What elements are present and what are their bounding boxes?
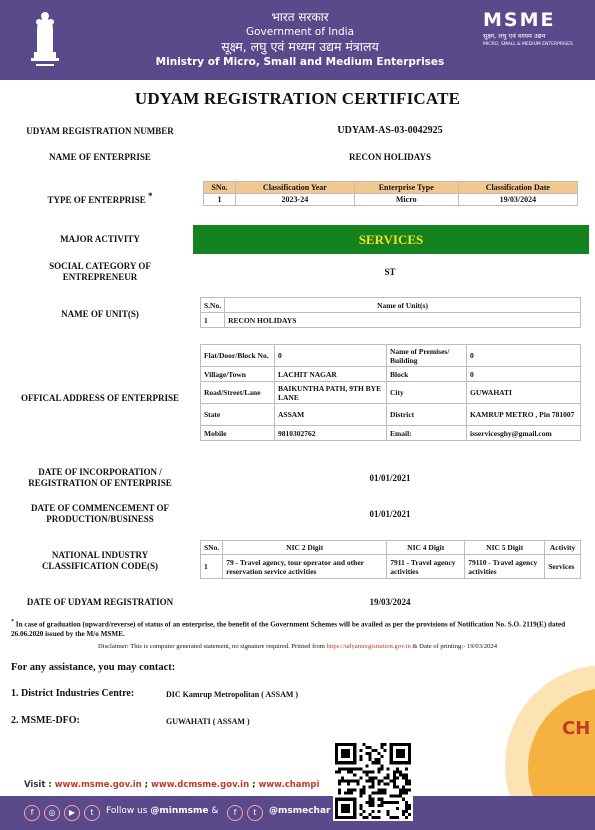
major-activity-banner: SERVICES [193,225,589,254]
follow-amp: & [208,806,219,816]
block-value: 0 [467,367,581,382]
city-value: GUWAHATI [467,382,581,404]
social-category-label-line1: SOCIAL CATEGORY OF [49,261,151,271]
disclaimer-prefix: Disclaimer: This is computer generated statement, no signature required. Printed from [97,643,327,650]
commencement-label-line2: PRODUCTION/BUSINESS [46,514,154,524]
youtube-icon[interactable]: ▶ [64,805,80,821]
disclaimer-suffix: & Date of printing:- 19/03/2024 [410,643,498,650]
follow-handle-2 [269,806,330,816]
ministry-hindi: सूक्ष्म, लघु एवं मध्यम उद्यम मंत्रालय [221,39,379,54]
nic-header-4digit: NIC 4 Digit [387,541,465,555]
udyam-reg-date-value: 19/03/2024 [369,597,411,607]
type-header-year: Classification Year [236,182,355,194]
village-label: Village/Town [201,367,275,382]
type-cell-year: 2023-24 [236,194,355,206]
nic-table [200,540,581,579]
enterprise-name-value: RECON HOLIDAYS [349,152,431,162]
commencement-label-line1: DATE OF COMMENCEMENT OF [30,503,170,513]
udyam-reg-date-label: DATE OF UDYAM REGISTRATION [26,597,174,607]
type-header-type: Enterprise Type [354,182,458,194]
enterprise-type-header-row [204,182,578,194]
type-header-sno: SNo. [204,182,236,194]
premises-value: 0 [467,345,581,367]
nic-header-row [201,541,581,555]
social-category-label [10,261,190,283]
visit-label: Visit : [24,780,55,790]
units-label: NAME OF UNIT(S) [61,309,139,319]
flat-value: 0 [275,345,387,367]
instagram-icon[interactable]: ◎ [44,805,60,821]
follow-us-line [106,806,218,816]
nic-row [201,555,581,579]
qr-code [333,741,413,821]
units-table [200,297,581,328]
address-row-5 [201,426,581,441]
government-english: Government of India [245,26,355,38]
mobile-label: Mobile [201,426,275,441]
units-header-name: Name of Unit(s) [225,298,581,313]
nic-cell-5digit: 79110 - Travel agency activities [465,555,545,579]
udyam-registration-link[interactable]: https://udyamregistration.gov.in [326,643,411,650]
type-cell-type: Micro [354,194,458,206]
nic-label [10,550,190,572]
msme-logo-english: MICRO, SMALL & MEDIUM ENTERPRISES [483,42,573,47]
address-row-2 [201,367,581,382]
nic-label-line1: NATIONAL INDUSTRY [51,550,149,560]
champions-link[interactable]: www.champi [258,780,320,790]
visit-sep-2: ; [249,780,259,790]
units-row [201,313,581,328]
government-hindi: भारत सरकार [271,10,329,24]
handle-minmsme[interactable]: @minmsme [150,806,209,816]
nic-cell-sno: 1 [201,555,223,579]
facebook-icon[interactable]: f [227,805,243,821]
visit-line [24,780,319,790]
reg-number-label: UDYAM REGISTRATION NUMBER [26,126,174,136]
header-banner [0,0,595,80]
address-label: OFFICAL ADDRESS OF ENTERPRISE [21,393,179,403]
commencement-date: 01/01/2021 [369,509,411,519]
address-row-3 [201,382,581,404]
incorporation-label [10,467,190,489]
mobile-value: 9810302762 [275,426,387,441]
address-row-1 [201,345,581,367]
msme-logo-hindi: सूक्ष्म, लघु एवं मध्यम उद्यम [483,32,546,40]
premises-label: Name of Premises/ Building [387,345,467,367]
major-activity-label: MAJOR ACTIVITY [60,234,140,244]
twitter-icon[interactable]: t [84,805,100,821]
incorporation-label-line1: DATE OF INCORPORATION / [38,467,162,477]
state-value: ASSAM [275,404,387,426]
champions-logo-fragment: CH [562,718,591,739]
units-header-sno: S.No. [201,298,225,313]
address-table [200,344,581,441]
enterprise-name-label: NAME OF ENTERPRISE [49,152,151,162]
nic-header-activity: Activity [545,541,581,555]
enterprise-type-table [203,181,578,206]
follow-us-text: Follow us [106,806,151,816]
type-cell-date: 19/03/2024 [458,194,577,206]
address-row-4 [201,404,581,426]
city-label: City [387,382,467,404]
units-header-row [201,298,581,313]
district-label: District [387,404,467,426]
msme-dfo-value: GUWAHATI ( ASSAM ) [166,717,250,726]
email-value: isservicesghy@gmail.com [467,426,581,441]
visit-sep-1: ; [141,780,152,790]
nic-cell-4digit: 7911 - Travel agency activities [387,555,465,579]
msme-logo-word: MSME [483,9,556,31]
nic-header-5digit: NIC 5 Digit [465,541,545,555]
twitter-icon[interactable]: t [247,805,263,821]
nic-header-2digit: NIC 2 Digit [223,541,387,555]
ministry-english: Ministry of Micro, Small and Medium Enterprises [155,56,445,68]
social-category-label-line2: ENTREPRENEUR [62,272,138,282]
enterprise-type-label-text: TYPE OF ENTERPRISE [47,195,146,205]
msme-dfo-label: 2. MSME-DFO: [11,715,80,726]
government-title-block [150,10,450,69]
village-value: LACHIT NAGAR [275,367,387,382]
facebook-icon[interactable]: f [24,805,40,821]
state-label: State [201,404,275,426]
dcmsme-link[interactable]: www.dcmsme.gov.in [151,780,250,790]
incorporation-date: 01/01/2021 [369,473,411,483]
assistance-heading: For any assistance, you may contact: [11,662,176,673]
block-label: Block [387,367,467,382]
email-label: Email: [387,426,467,441]
msme-logo [483,10,578,48]
flat-label: Flat/Door/Block No. [201,345,275,367]
units-cell-sno: 1 [201,313,225,328]
enterprise-type-row [204,194,578,206]
dic-value: DIC Kamrup Metropolitan ( ASSAM ) [166,690,299,699]
enterprise-type-label [10,191,190,206]
graduation-note [11,617,586,639]
incorporation-label-line2: REGISTRATION OF ENTERPRISE [28,478,172,488]
certificate-title: UDYAM REGISTRATION CERTIFICATE [134,89,461,108]
disclaimer [0,643,595,650]
road-label: Road/Street/Lane [201,382,275,404]
nic-cell-2digit: 79 - Travel agency, tour operator and other reservation service activities [223,555,387,579]
graduation-note-text: In case of graduation (upward/reverse) of status of an enterprise, the benefit of the Government Schemes will be availed as per the provisions of Notification No. S.O. 2119(E) dated 26.06.2020 issued by the M/o MSME. [11,620,566,639]
graduation-note-star: * [11,619,14,625]
road-value: BAIKUNTHA PATH, 9TH BYE LANE [275,382,387,404]
district-value: KAMRUP METRO , Pin 781007 [467,404,581,426]
commencement-label [10,503,190,525]
nic-cell-activity: Services [545,555,581,579]
social-category-value: ST [384,267,396,277]
reg-number-value: UDYAM-AS-03-0042925 [337,125,443,136]
nic-label-line2: CLASSIFICATION CODE(S) [41,561,159,571]
msme-link[interactable]: www.msme.gov.in [54,780,142,790]
nic-header-sno: SNo. [201,541,223,555]
units-cell-name: RECON HOLIDAYS [225,313,581,328]
type-cell-sno: 1 [204,194,236,206]
handle-msmechampions[interactable]: @msmechar [269,806,331,816]
enterprise-type-star: * [147,191,153,201]
type-header-date: Classification Date [458,182,577,194]
dic-label: 1. District Industries Centre: [11,688,135,699]
national-emblem-icon [28,8,62,68]
